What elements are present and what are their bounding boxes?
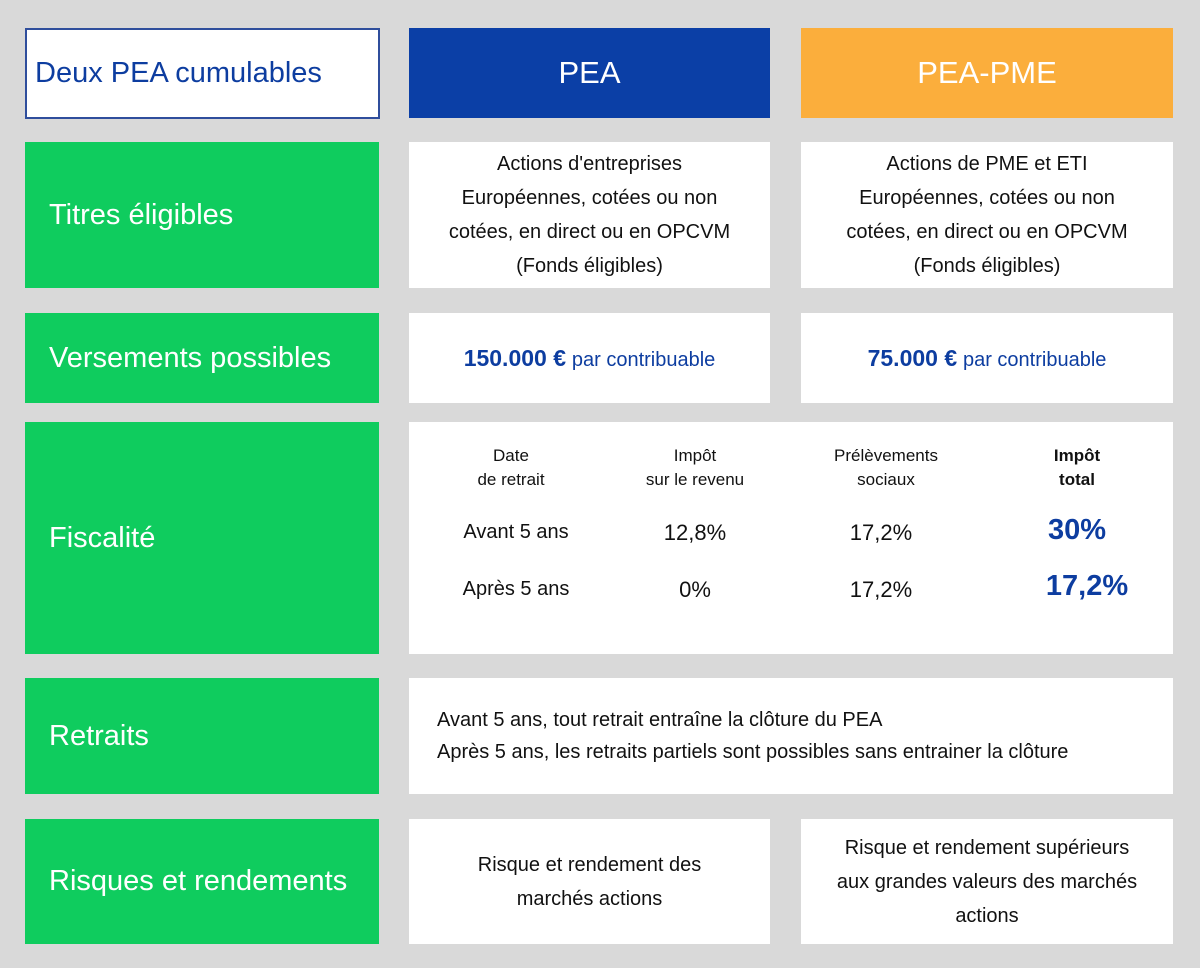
cell-titres-pea <box>409 142 770 288</box>
fisc-header-ir <box>615 444 775 492</box>
fisc-row2-date: Après 5 ans <box>462 578 570 600</box>
column-header-pea <box>409 28 770 118</box>
row-label-risques <box>25 819 379 944</box>
row-label-fiscalite <box>25 422 379 654</box>
fisc-row1-date: Avant 5 ans <box>463 521 569 543</box>
cell-versements-pea-pme <box>801 313 1173 403</box>
text-line: (Fonds éligibles) <box>913 255 1061 277</box>
fisc-header-line: Prélèvements <box>834 446 938 465</box>
fisc-header-total <box>1017 444 1137 492</box>
fisc-row1-ps: 17,2% <box>849 520 913 545</box>
text-line: cotées, en direct ou en OPCVM <box>846 221 1128 243</box>
text-line: Risque et rendement supérieurs <box>844 836 1130 859</box>
row-label-risques-text: Risques et rendements <box>49 865 348 897</box>
column-header-pea-pme <box>801 28 1173 118</box>
amount-value: 75.000 € <box>867 344 958 371</box>
fisc-row1-ir: 12,8% <box>663 520 727 545</box>
amount-value: 150.000 € <box>463 344 567 371</box>
fisc-header-line: Impôt <box>1053 446 1101 465</box>
text-line: marchés actions <box>516 887 663 910</box>
retraits-line-2: Après 5 ans, les retraits partiels sont possibles sans entrainer la clôture <box>437 741 1069 763</box>
text-line: actions <box>955 904 1019 927</box>
retraits-line-1: Avant 5 ans, tout retrait entraîne la clôture du PEA <box>437 709 883 731</box>
text-line: Actions d'entreprises <box>496 153 683 175</box>
row-label-titres <box>25 142 379 288</box>
fisc-header-ps <box>806 444 966 492</box>
fisc-header-line: sociaux <box>857 470 915 489</box>
text-line: aux grandes valeurs des marchés <box>836 870 1138 893</box>
cell-titres-pea-pme <box>801 142 1173 288</box>
row-label-fiscalite-text: Fiscalité <box>49 521 156 554</box>
amount-suffix: par contribuable <box>571 348 716 371</box>
cell-risques-pea <box>409 819 770 944</box>
fisc-header-line: Impôt <box>673 446 717 465</box>
row-label-versements-text: Versements possibles <box>49 341 332 374</box>
cell-versements-pea <box>409 313 770 403</box>
text-line: Européennes, cotées ou non <box>461 187 718 209</box>
fisc-row2-ps: 17,2% <box>849 577 913 602</box>
text-line: (Fonds éligibles) <box>516 255 663 277</box>
fisc-row2-ir: 0% <box>679 577 711 602</box>
fisc-header-line: sur le revenu <box>645 470 745 489</box>
amount-suffix: par contribuable <box>962 348 1107 371</box>
fiscalite-table <box>409 422 1173 654</box>
row-label-retraits <box>25 678 379 794</box>
fisc-row2-total: 17,2% <box>1045 570 1129 602</box>
row-label-titres-text: Titres éligibles <box>49 198 234 231</box>
fisc-row1-total: 30% <box>1047 514 1107 546</box>
fisc-header-line: Date <box>493 446 529 465</box>
text-line: Européennes, cotées ou non <box>859 187 1115 209</box>
fisc-header-date <box>446 444 576 492</box>
text-line: cotées, en direct ou en OPCVM <box>448 221 731 243</box>
text-line: Actions de PME et ETI <box>886 153 1088 175</box>
column-header-pea-label: PEA <box>558 55 621 90</box>
row-label-versements <box>25 313 379 403</box>
cell-risques-pea-pme <box>801 819 1173 944</box>
table-title-text: Deux PEA cumulables <box>35 57 322 89</box>
fisc-header-line: total <box>1059 470 1095 489</box>
table-title <box>25 28 380 119</box>
row-label-retraits-text: Retraits <box>49 719 149 752</box>
text-line: Risque et rendement des <box>477 853 702 876</box>
column-header-pea-pme-label: PEA-PME <box>917 55 1057 90</box>
fisc-header-line: de retrait <box>477 470 545 489</box>
cell-retraits <box>409 678 1173 794</box>
